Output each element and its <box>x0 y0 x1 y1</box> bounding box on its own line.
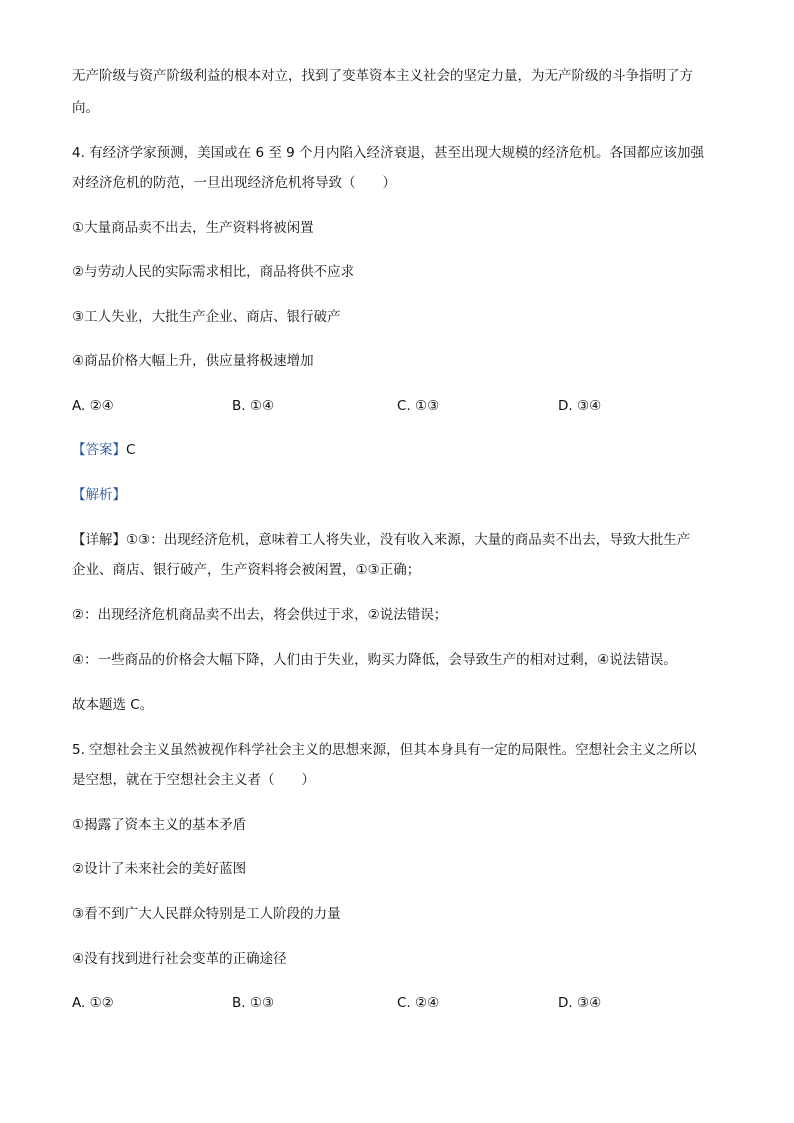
answer-tag: 【答案】 <box>72 442 126 458</box>
q4-analysis-heading <box>72 486 126 504</box>
q5-option-d: D. ③④ <box>558 995 602 1011</box>
q3-tail-line-2: 向。 <box>72 100 99 116</box>
q5-stem-line-1: 5. 空想社会主义虽然被视作科学社会主义的思想来源，但其本身具有一定的局限性。空想社会主义之所以 <box>72 742 697 758</box>
q4-detail-line-2: 企业、商店、银行破产，生产资料将会被闲置，①③正确； <box>72 562 421 578</box>
q5-item-4: ④没有找到进行社会变革的正确途径 <box>72 951 287 967</box>
detail-text-1: ①③：出现经济危机，意味着工人将失业，没有收入来源，大量的商品卖不出去，导致大批生产 <box>126 532 691 548</box>
q4-detail-line-3: ②：出现经济危机商品卖不出去，将会供过于求，②说法错误； <box>72 607 448 623</box>
answer-value: C <box>126 442 136 458</box>
q4-option-c: C. ①③ <box>397 398 440 414</box>
q3-tail-line-1: 无产阶级与资产阶级利益的根本对立，找到了变革资本主义社会的坚定力量，为无产阶级的斗争指明了方 <box>72 68 693 84</box>
detail-tag: 【详解】 <box>72 532 126 548</box>
q4-item-2: ②与劳动人民的实际需求相比，商品将供不应求 <box>72 264 355 280</box>
q4-item-1: ①大量商品卖不出去，生产资料将被闲置 <box>72 220 314 236</box>
q5-option-b: B. ①③ <box>232 995 275 1011</box>
q4-stem-line-2: 对经济危机的防范，一旦出现经济危机将导致（ ） <box>72 175 396 191</box>
q4-item-3: ③工人失业，大批生产企业、商店、银行破产 <box>72 309 341 325</box>
q4-option-b: B. ①④ <box>232 398 275 414</box>
q4-detail-line-1 <box>72 531 690 549</box>
q4-answer <box>72 441 135 459</box>
q4-option-a: A. ②④ <box>72 398 114 414</box>
q4-detail-line-4: ④：一些商品的价格会大幅下降，人们由于失业，购买力降低，会导致生产的相对过剩，④说法错误。 <box>72 652 677 668</box>
q5-option-c: C. ②④ <box>397 995 440 1011</box>
q5-item-1: ①揭露了资本主义的基本矛盾 <box>72 817 247 833</box>
q5-option-a: A. ①② <box>72 995 114 1011</box>
q4-item-4: ④商品价格大幅上升，供应量将极速增加 <box>72 353 314 369</box>
q4-option-d: D. ③④ <box>558 398 602 414</box>
analysis-tag: 【解析】 <box>72 487 126 503</box>
q5-stem-line-2: 是空想，就在于空想社会主义者（ ） <box>72 772 315 788</box>
q4-conclusion: 故本题选 C。 <box>72 697 154 713</box>
q5-item-3: ③看不到广大人民群众特别是工人阶段的力量 <box>72 906 341 922</box>
q4-stem-line-1: 4. 有经济学家预测，美国或在 6 至 9 个月内陷入经济衰退，甚至出现大规模的经济危机。各国都应该加强 <box>72 145 705 161</box>
q5-item-2: ②设计了未来社会的美好蓝图 <box>72 861 247 877</box>
